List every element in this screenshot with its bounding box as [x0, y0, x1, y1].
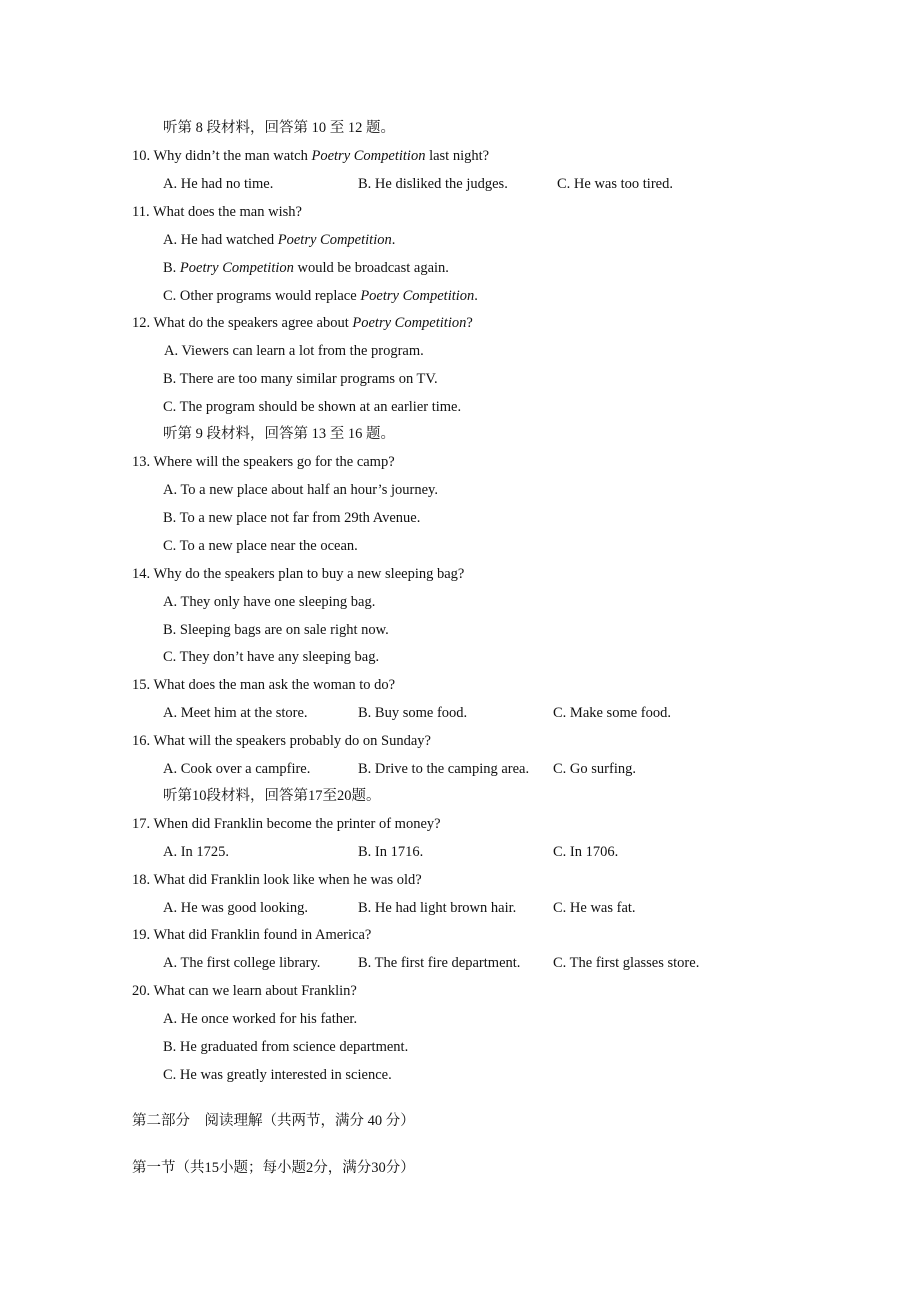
- question-13-option-b: B. To a new place not far from 29th Avenue.: [163, 510, 421, 526]
- question-13-stem: 13. Where will the speakers go for the camp?: [132, 454, 395, 470]
- question-20-option-c: C. He was greatly interested in science.: [163, 1067, 392, 1083]
- question-11-option-b-pre: B.: [163, 260, 180, 276]
- question-11-option-b-title: Poetry Competition: [179, 260, 294, 276]
- question-12-stem-pre: 12. What do the speakers agree about: [132, 315, 353, 331]
- question-14-option-b: B. Sleeping bags are on sale right now.: [163, 622, 389, 638]
- question-14-option-a: A. They only have one sleeping bag.: [163, 594, 376, 610]
- question-16-option-b: B. Drive to the camping area.: [358, 761, 530, 777]
- question-11-option-b: [163, 259, 449, 277]
- section-9-intro: 听第 9 段材料，回答第 13 至 16 题。: [163, 426, 395, 442]
- part-2-heading: 第二部分 阅读理解（共两节，满分 40 分）: [132, 1113, 415, 1129]
- question-10-stem-pre: 10. Why didn’t the man watch: [132, 148, 312, 164]
- question-19-option-a: A. The first college library.: [163, 955, 321, 971]
- question-17-option-a: A. In 1725.: [163, 844, 230, 860]
- question-11-option-c-pre: C. Other programs would replace: [163, 288, 361, 304]
- section-10-intro: 听第10段材料，回答第17至20题。: [163, 788, 381, 804]
- question-12-option-c: C. The program should be shown at an earlier time.: [163, 399, 462, 415]
- question-19-stem: 19. What did Franklin found in America?: [132, 927, 372, 943]
- question-10-stem: [132, 147, 489, 165]
- question-12-stem-title: Poetry Competition: [352, 315, 467, 331]
- question-12-option-a: A. Viewers can learn a lot from the program.: [164, 343, 424, 359]
- question-11-option-a-title: Poetry Competition: [277, 232, 392, 248]
- question-20-stem: 20. What can we learn about Franklin?: [132, 983, 357, 999]
- question-15-option-c: C. Make some food.: [553, 705, 671, 721]
- question-14-option-c: C. They don’t have any sleeping bag.: [163, 649, 380, 665]
- question-18-option-a: A. He was good looking.: [163, 900, 308, 916]
- question-11-option-b-post: would be broadcast again.: [293, 260, 449, 276]
- question-10-option-b: B. He disliked the judges.: [358, 176, 508, 192]
- question-18-stem: 18. What did Franklin look like when he was old?: [132, 872, 422, 888]
- question-15-option-a: A. Meet him at the store.: [163, 705, 308, 721]
- question-10-option-c: C. He was too tired.: [557, 176, 673, 192]
- question-11-option-c-post: .: [474, 288, 478, 304]
- question-11-option-c-title: Poetry Competition: [360, 288, 475, 304]
- question-10-stem-post: last night?: [425, 148, 490, 164]
- question-11-option-a-pre: A. He had watched: [163, 232, 278, 248]
- question-12-stem-post: ?: [466, 315, 473, 331]
- question-16-option-a: A. Cook over a campfire.: [163, 761, 311, 777]
- question-14-stem: 14. Why do the speakers plan to buy a new sleeping bag?: [132, 566, 465, 582]
- question-15-option-b: B. Buy some food.: [358, 705, 468, 721]
- question-12-stem: [132, 314, 473, 332]
- question-19-option-c: C. The first glasses store.: [553, 955, 700, 971]
- question-17-option-c: C. In 1706.: [553, 844, 619, 860]
- question-15-stem: 15. What does the man ask the woman to do?: [132, 677, 396, 693]
- question-11-stem: 11. What does the man wish?: [132, 204, 302, 220]
- question-10-option-a: A. He had no time.: [163, 176, 274, 192]
- question-12-option-b: B. There are too many similar programs on TV.: [163, 371, 438, 387]
- question-18-option-b: B. He had light brown hair.: [358, 900, 517, 916]
- section-8-intro: 听第 8 段材料，回答第 10 至 12 题。: [163, 120, 395, 136]
- question-17-option-b: B. In 1716.: [358, 844, 424, 860]
- question-10-stem-title: Poetry Competition: [311, 148, 426, 164]
- question-17-stem: 17. When did Franklin become the printer of money?: [132, 816, 441, 832]
- question-11-option-a: [163, 231, 395, 249]
- question-19-option-b: B. The first fire department.: [358, 955, 521, 971]
- question-11-option-c: [163, 287, 478, 305]
- question-18-option-c: C. He was fat.: [553, 900, 636, 916]
- question-13-option-c: C. To a new place near the ocean.: [163, 538, 358, 554]
- question-16-option-c: C. Go surfing.: [553, 761, 636, 777]
- question-13-option-a: A. To a new place about half an hour’s journey.: [163, 482, 438, 498]
- question-11-option-a-post: .: [391, 232, 396, 248]
- question-20-option-b: B. He graduated from science department.: [163, 1039, 409, 1055]
- part-2-section-1-heading: 第一节（共15小题；每小题2分，满分30分）: [132, 1160, 415, 1176]
- question-16-stem: 16. What will the speakers probably do on Sunday?: [132, 733, 431, 749]
- question-20-option-a: A. He once worked for his father.: [163, 1011, 358, 1027]
